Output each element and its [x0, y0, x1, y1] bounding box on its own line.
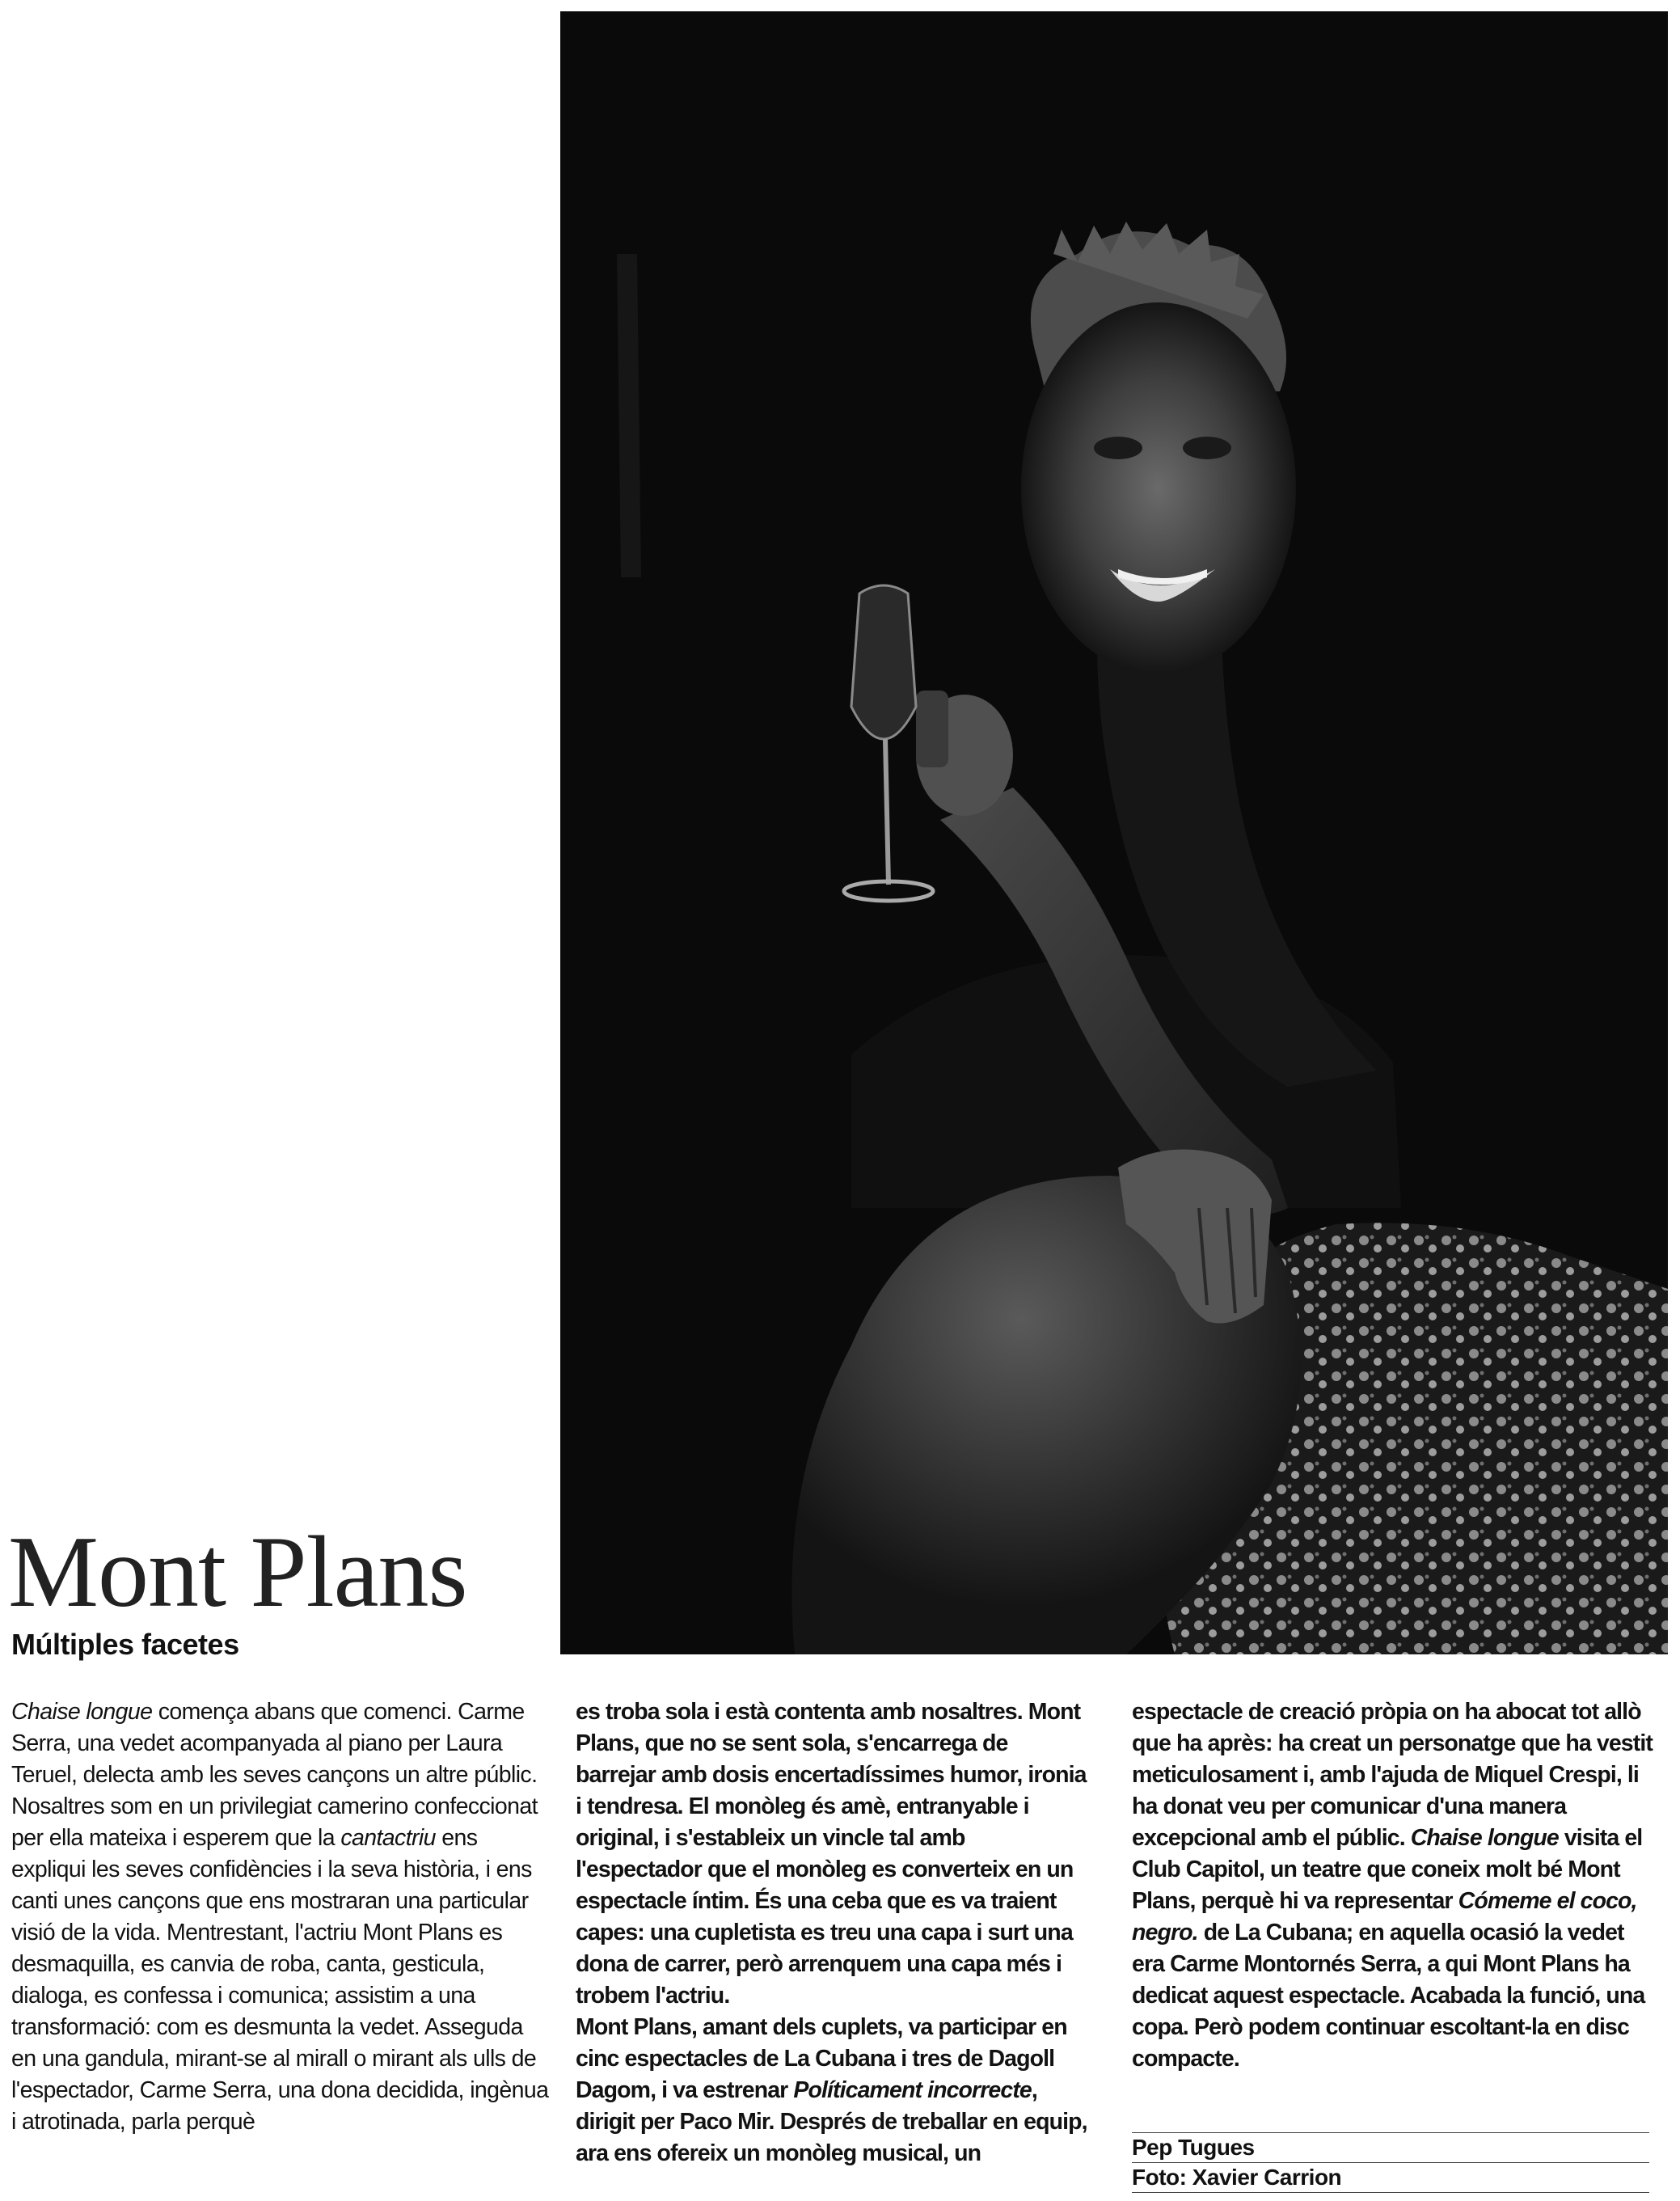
body-text: , dirigit per Paco Mir. Després de treballar en equip, ara ens ofereix un monòleg musical, un	[576, 2077, 1087, 2166]
italic-title: Políticament incorrecte	[793, 2077, 1032, 2103]
body-text: Mont Plans, amant dels cuplets, va participar en cinc espectacles de La Cubana i tres de Dagoll Dagom, i va estrenar	[576, 2014, 1067, 2103]
article-title: Mont Plans	[8, 1516, 467, 1629]
paragraph	[11, 1696, 549, 2138]
paragraph	[1132, 1696, 1661, 2075]
portrait-photo	[560, 11, 1668, 1654]
article-subtitle: Múltiples facetes	[11, 1628, 239, 1661]
text-column-3	[1132, 1696, 1661, 2075]
body-text: comença abans que comenci. Carme Serra, una vedet acompanyada al piano per Laura Teruel, delecta amb les seves cançons un altre públic. Nosaltres som en un privilegiat camerino confeccionat per ella mateixa i esperem que la	[11, 1699, 538, 1851]
text-column-2	[576, 1696, 1093, 2169]
photo-credit: Foto: Xavier Carrion	[1132, 2162, 1649, 2193]
author-credit: Pep Tugues	[1132, 2132, 1649, 2162]
body-text: ens expliqui les seves confidències i la seva història, i ens canti unes cançons que ens mostraran una particular visió de la vida. Mentrestant, l'actriu Mont Plans es desmaquilla, es canvia de roba, canta, gesticula, dialoga, es confessa i comunica; assistim a una transformació: com es desmunta la vedet. Asseguda en una gandula, mirant-se al mirall o mirant als ulls de l'espectador, Carme Serra, una dona decidida, ingènua i atrotinada, parla perquè	[11, 1825, 549, 2135]
italic-title: Chaise longue	[1410, 1825, 1559, 1851]
body-text: espectacle de creació pròpia on ha abocat tot allò que ha après: ha creat un personatge que ha vestit meticulosament i, amb l'ajuda de Miquel Crespi, li ha donat veu per comunicar d'una manera excepcional amb el públic.	[1132, 1699, 1653, 1851]
body-text: visita el Club Capitol, un teatre que coneix molt bé Mont Plans, perquè hi va representar	[1132, 1825, 1643, 1914]
paragraph: es troba sola i està contenta amb nosaltres. Mont Plans, que no se sent sola, s'encarrega de barrejar amb dosis encertadíssimes humor, ironia i tendresa. El monòleg és amè, entranyable i original, i s'estableix un vincle tal amb l'espectador que el monòleg es converteix en un espectacle íntim. És una ceba que es va traient capes: una cupletista es treu una capa i surt una dona de carrer, però arrenquem una capa més i trobem l'actriu.	[576, 1699, 1087, 2009]
body-text: de La Cubana; en aquella ocasió la vedet era Carme Montornés Serra, a qui Mont Plans ha dedicat aquest espectacle. Acabada la funció, una copa. Però podem continuar escoltant-la en disc compacte.	[1132, 1920, 1645, 2072]
paragraph	[576, 2012, 1093, 2169]
credits	[1132, 2132, 1649, 2193]
italic-title: Cómeme el coco, negro.	[1132, 1888, 1637, 1945]
italic-word: cantactriu	[340, 1825, 436, 1851]
text-column-1	[11, 1696, 549, 2138]
photo-illustration	[560, 11, 1668, 1654]
italic-title: Chaise longue	[11, 1699, 153, 1725]
